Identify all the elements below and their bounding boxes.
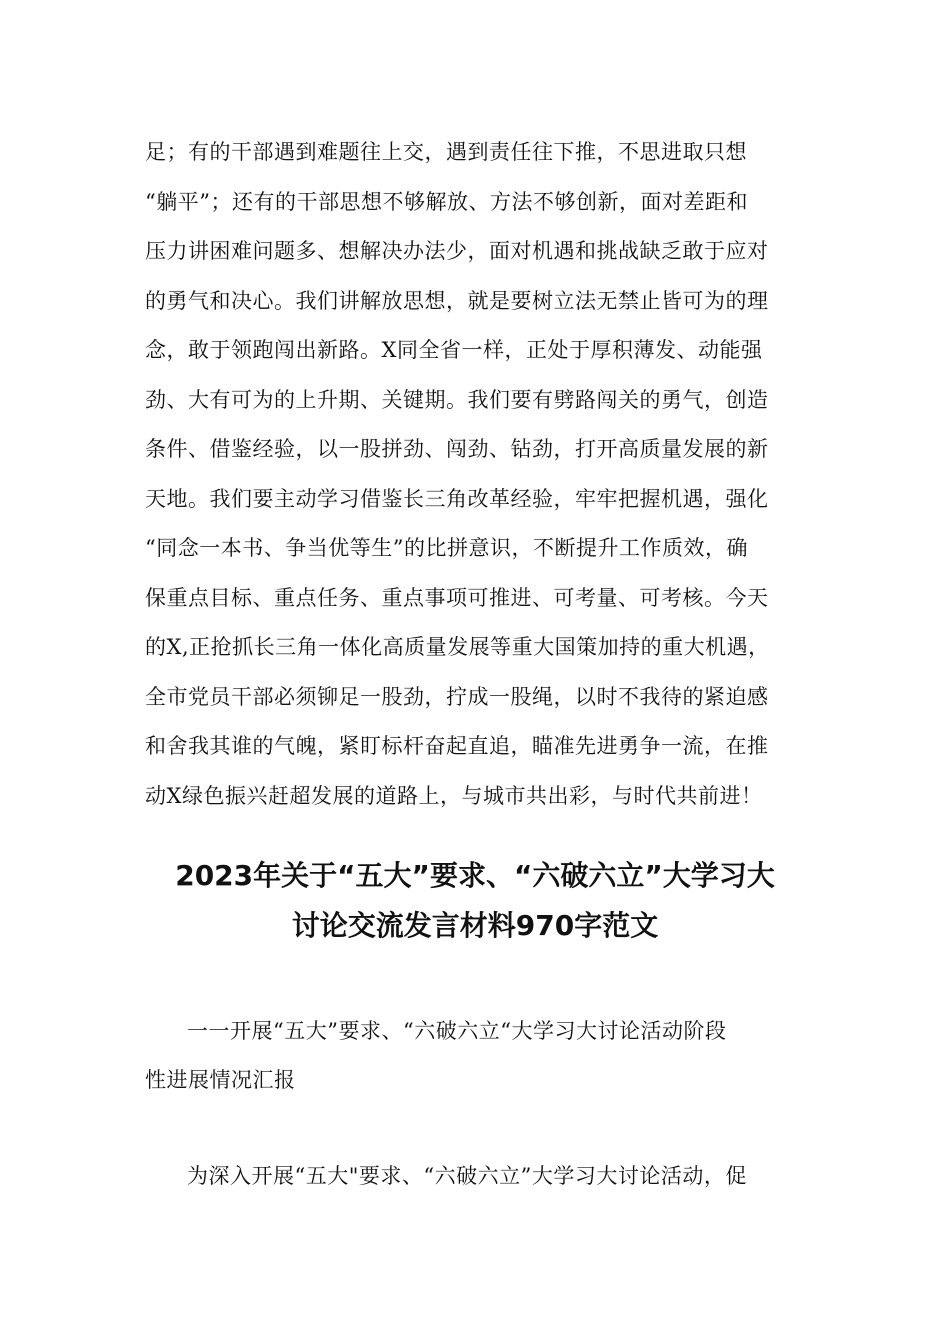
paragraph-line: 念，敢于领跑闯出新路。X同全省一样，正处于厚积薄发、动能强 <box>145 338 763 362</box>
paragraph-line: 天地。我们要主动学习借鉴长三角改革经验，牢牢把握机遇，强化 <box>145 486 769 511</box>
paragraph-line: 压力讲困难问题多、想解决办法少，面对机遇和挑战缺乏敢于应对 <box>145 239 769 263</box>
paragraph-line: 的X,正抢抓长三角一体化高质量发展等重大国策加持的重大机遇， <box>145 635 770 659</box>
paragraph-line: 的勇气和决心。我们讲解放思想，就是要树立法无禁止皆可为的理 <box>145 288 769 313</box>
body-paragraph <box>145 132 825 825</box>
subtitle-line-2: 性进展情况汇报 <box>145 1068 296 1092</box>
subtitle-line-1: 一一开展“五大”要求、“六破六立“大学习大讨论活动阶段 <box>187 1019 727 1043</box>
final-paragraph-line: 为深入开展“五大"要求、“六破六立”大学习大讨论活动，促 <box>187 1164 747 1188</box>
paragraph-line: “躺平”；还有的干部思想不够解放、方法不够创新，面对差距和 <box>145 189 748 214</box>
paragraph-line: 全市党员干部必须铆足一股劲，拧成一股绳，以时不我待的紧迫感 <box>145 684 769 709</box>
paragraph-line: 足；有的干部遇到难题往上交，遇到责任往下推，不思进取只想 <box>145 140 747 164</box>
paragraph-line: 保重点目标、重点任务、重点事项可推进、可考量、可考核。今天 <box>145 585 769 610</box>
document-title-line-2: 讨论交流发言材料970字范文 <box>291 909 659 942</box>
paragraph-line: 和舍我其谁的气魄，紧盯标杆奋起直追，瞄准先进勇争一流，在推 <box>145 734 769 758</box>
document-title-line-1: 2023年关于“五大”要求、“六破六立”大学习大 <box>175 859 775 892</box>
paragraph-line: 条件、借鉴经验，以一股拼劲、闯劲、钻劲，打开高质量发展的新 <box>145 437 769 461</box>
paragraph-line: 动X绿色振兴赶超发展的道路上，与城市共出彩，与时代共前进！ <box>145 783 763 808</box>
paragraph-line: “同念一本书、争当优等生”的比拼意识，不断提升工作质效，确 <box>145 536 748 560</box>
paragraph-line: 劲、大有可为的上升期、关键期。我们要有劈路闯关的勇气，创造 <box>145 387 769 412</box>
